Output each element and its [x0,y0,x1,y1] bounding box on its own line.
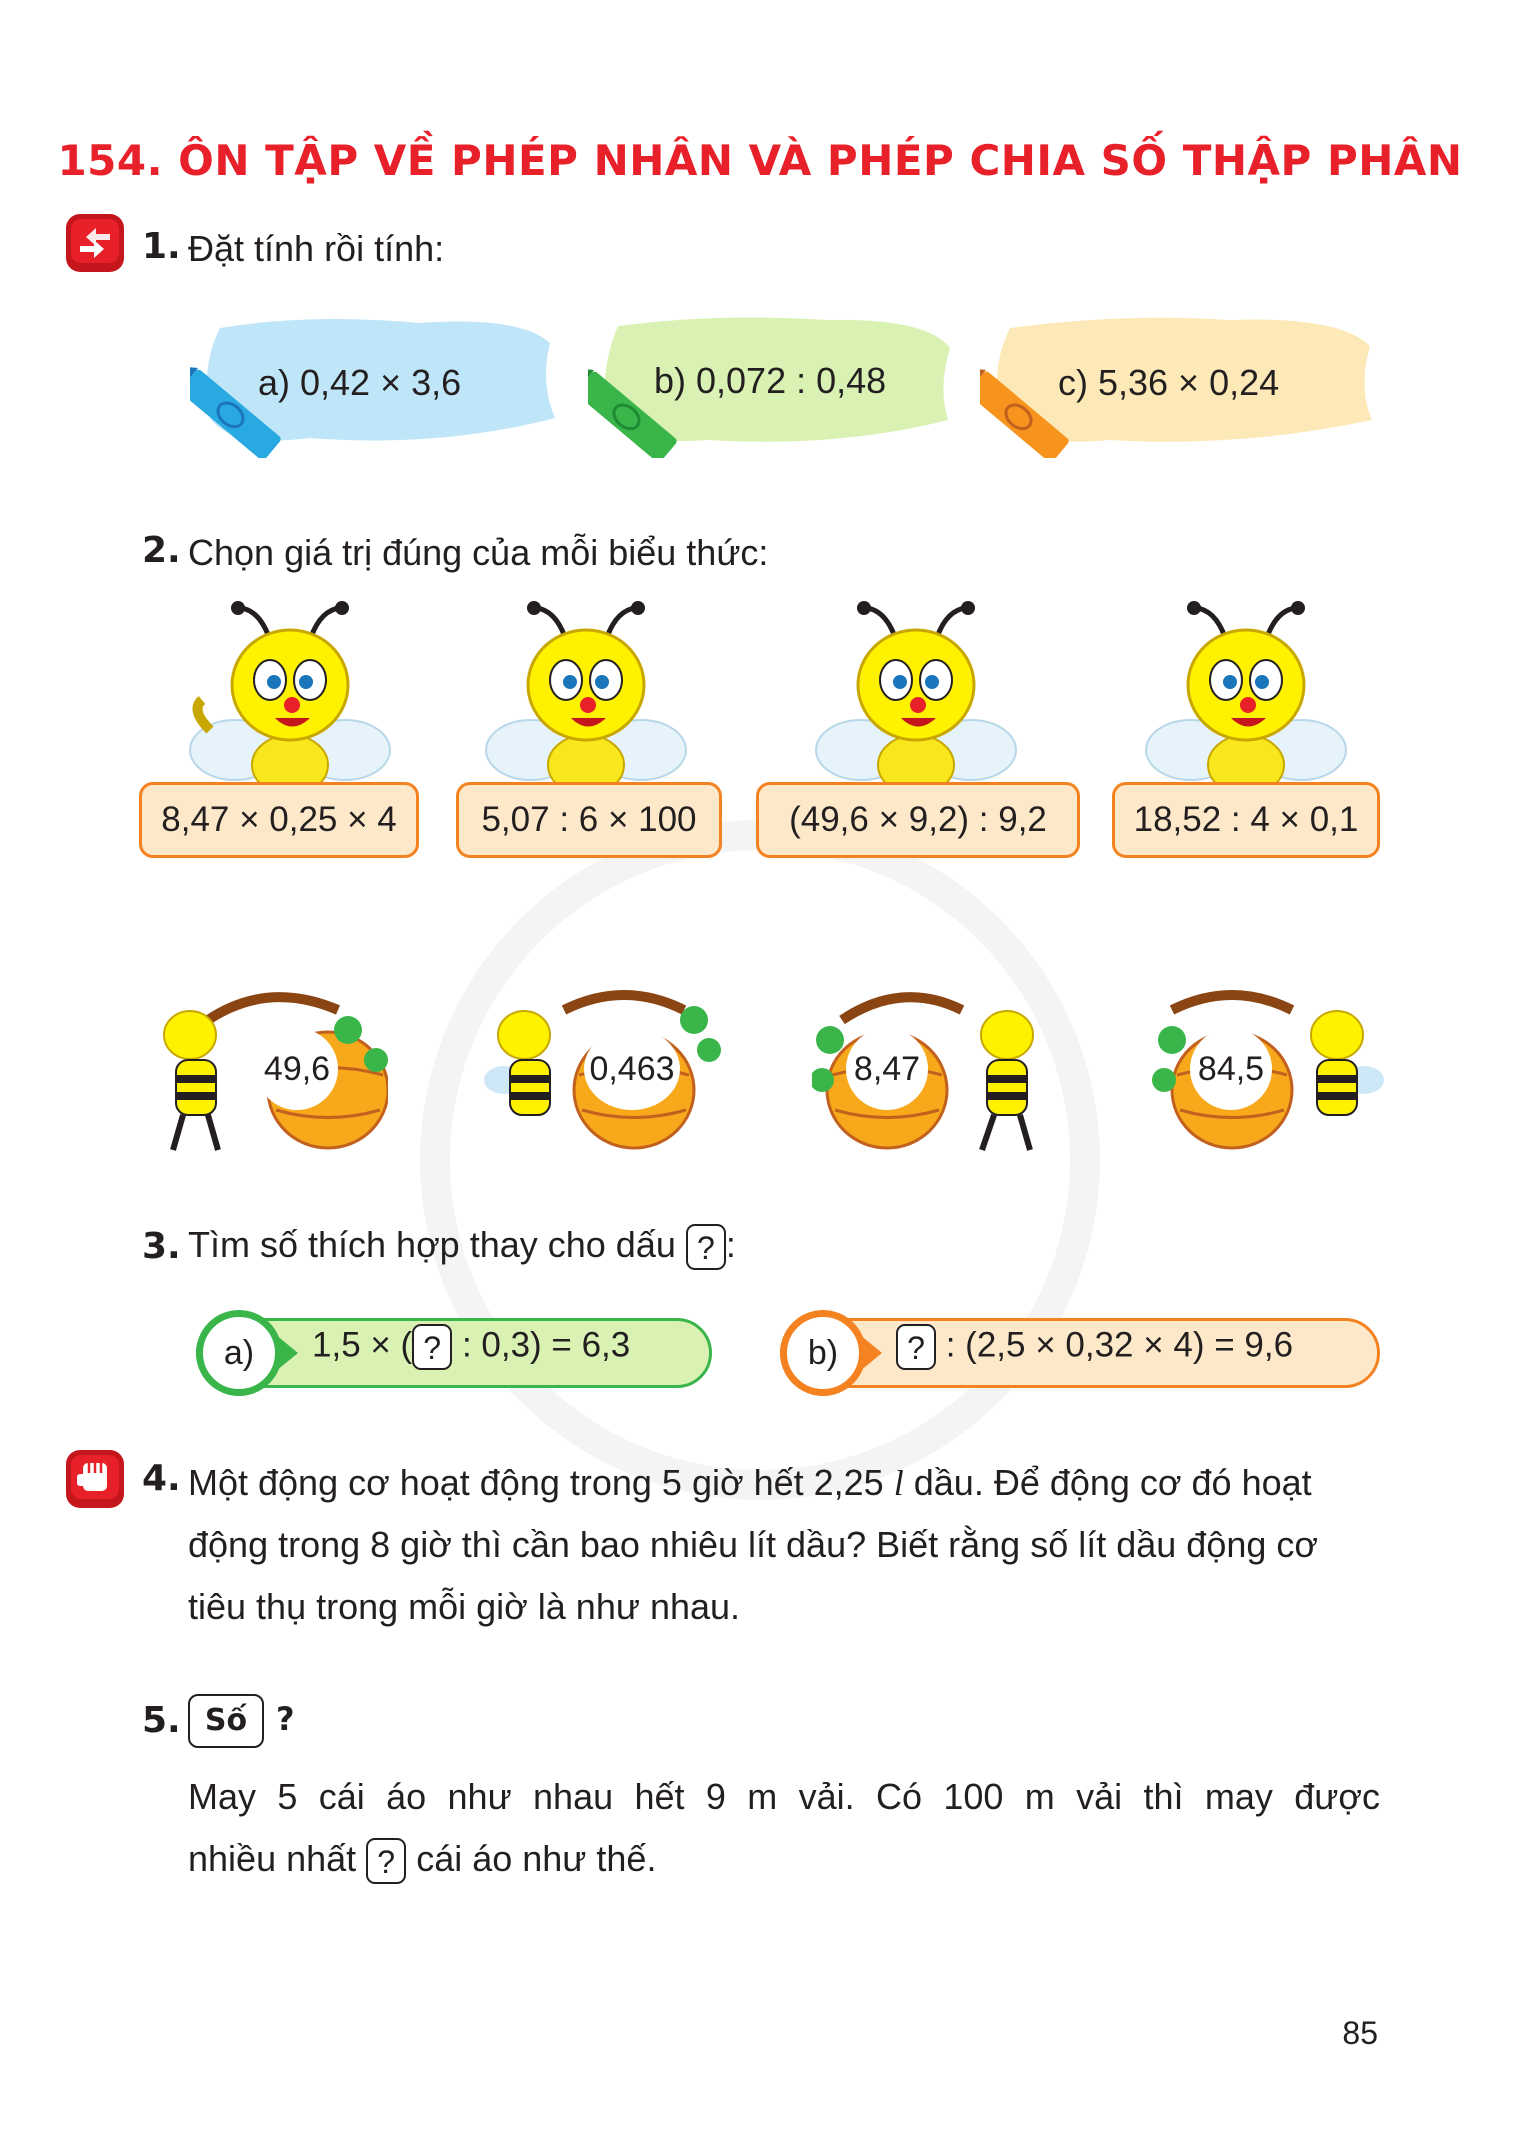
q3-a-placeholder: ? [412,1324,452,1370]
q5-line-2 [188,1828,656,1890]
q1-item-c-label: c) 5,36 × 0,24 [1058,362,1280,403]
q4-fist-icon [64,1448,126,1510]
q3-text-after: : [725,1224,736,1265]
q1-icon [64,212,126,274]
page-title: 154. ÔN TẬP VỀ PHÉP NHÂN VÀ PHÉP CHIA SỐ THẬP PHÂN [57,136,1463,185]
q3-b-label: b) [780,1310,866,1396]
q3-placeholder-box: ? [686,1224,726,1270]
q3-a-label: a) [196,1310,282,1396]
q3-a-post: : 0,3) = 6,3 [461,1325,631,1365]
honeypot-3 [812,980,1052,1160]
q1-number: 1. [142,226,181,267]
q4-line-3: tiêu thụ trong mỗi giờ là như nhau. [188,1586,741,1627]
bee-2 [476,600,696,790]
q1-item-a [190,308,560,458]
q4-line-1-pre: Một động cơ hoạt động trong 5 giờ hết 2,25 [188,1462,884,1503]
q1-item-a-label: a) 0,42 × 3,6 [258,362,462,403]
q4-line-1-post: dầu. Để động cơ đó hoạt [913,1462,1312,1503]
value-4: 84,5 [1190,1028,1272,1110]
expression-4: 18,52 : 4 × 0,1 [1112,782,1380,858]
q3-b-placeholder: ? [896,1324,936,1370]
expression-1: 8,47 × 0,25 × 4 [139,782,419,858]
q5-box: Số [188,1694,264,1748]
q5-placeholder: ? [366,1838,406,1884]
value-3: 8,47 [846,1028,928,1110]
q5-mark: ? [276,1700,295,1738]
expression-3: (49,6 × 9,2) : 9,2 [756,782,1080,858]
q3-b-expression [896,1324,1293,1370]
expression-2: 5,07 : 6 × 100 [456,782,722,858]
bee-3 [806,600,1026,790]
page-number: 85 [1342,2015,1378,2051]
q3-number: 3. [142,1226,181,1267]
q2-number: 2. [142,530,181,571]
q4-number: 4. [142,1458,181,1499]
q1-item-c [980,308,1380,458]
q3-b-post: : (2,5 × 0,32 × 4) = 9,6 [945,1325,1294,1365]
q4-unit: l [893,1463,904,1503]
q3-text [188,1224,736,1270]
bee-1 [180,600,400,790]
q3-a-expression [312,1324,630,1370]
q5-line-1: May 5 cái áo như nhau hết 9 m vải. Có 100 m vải thì may được [188,1776,1380,1817]
honeypot-4 [1152,980,1392,1160]
q5-line-2-post: cái áo như thế. [416,1838,657,1879]
q4-line-2: động trong 8 giờ thì cần bao nhiêu lít dầu? Biết rằng số lít dầu động cơ [188,1524,1318,1565]
value-2: 0,463 [584,1028,680,1110]
q3-text-before: Tìm số thích hợp thay cho dấu [188,1224,676,1265]
value-1: 49,6 [256,1028,338,1110]
q1-item-b [588,308,958,458]
q1-item-b-label: b) 0,072 : 0,48 [654,360,887,401]
honeypot-1 [148,980,388,1160]
watermark [420,820,1100,1500]
honeypot-2 [484,980,724,1160]
q3-a-pre: 1,5 × ( [312,1325,413,1365]
q1-text: Đặt tính rồi tính: [188,228,445,269]
q5-line-2-pre: nhiều nhất [188,1838,357,1879]
q5-number: 5. [142,1700,181,1741]
bee-4 [1136,600,1356,790]
q4-line-1 [188,1452,1312,1514]
q2-text: Chọn giá trị đúng của mỗi biểu thức: [188,532,769,573]
